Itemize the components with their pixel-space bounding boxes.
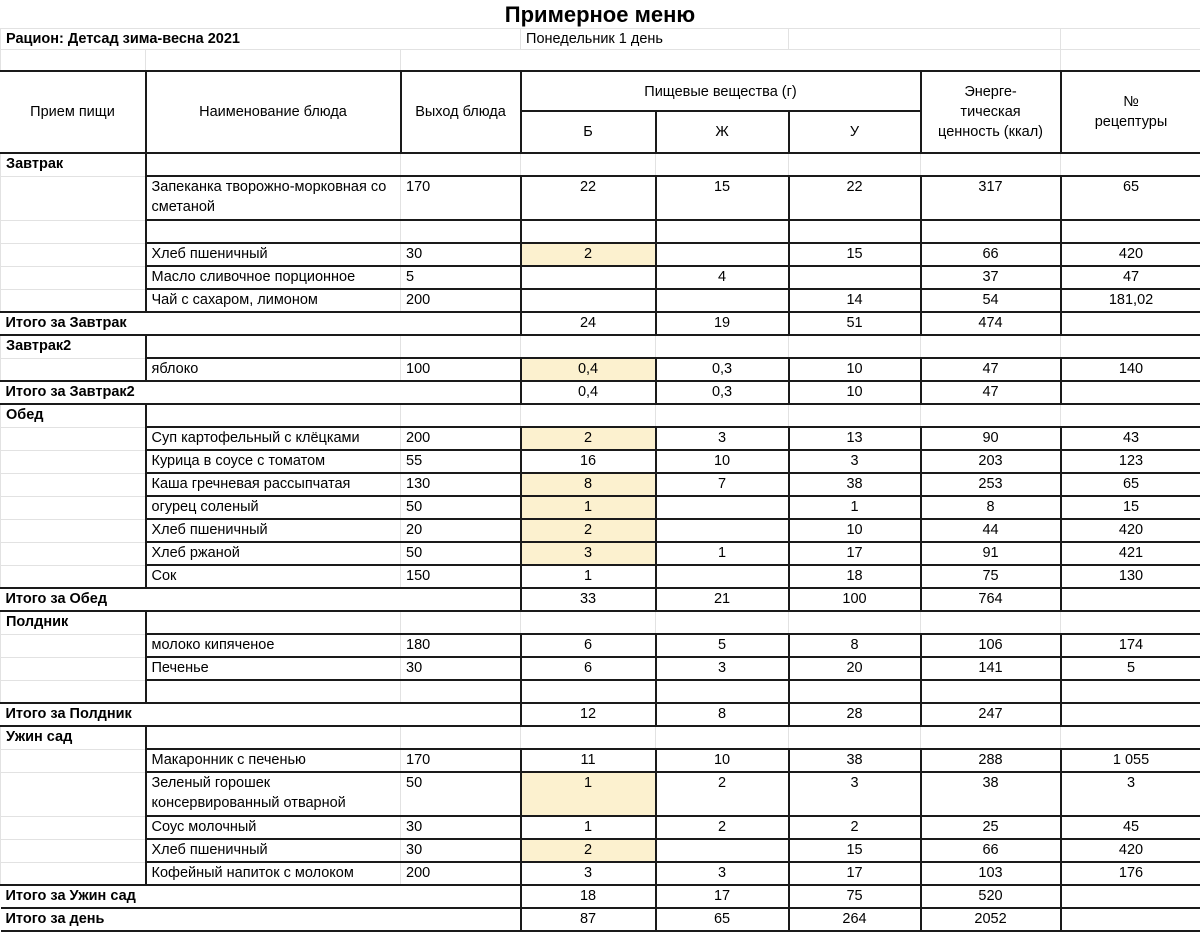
meal-header-blank	[789, 726, 921, 749]
meal-spacer	[1, 427, 146, 450]
dish-name: Курица в соусе с томатом	[146, 450, 401, 473]
recipe-value: 65	[1061, 176, 1200, 220]
dish-name: молоко кипяченое	[146, 634, 401, 657]
fat-value	[656, 243, 789, 266]
dish-yield	[401, 680, 521, 703]
dish-name: Хлеб пшеничный	[146, 839, 401, 862]
meal-header-blank	[521, 611, 656, 634]
dish-name: Чай с сахаром, лимоном	[146, 289, 401, 312]
meal-total-row	[1, 703, 1200, 726]
fat-value	[656, 496, 789, 519]
dish-name	[146, 680, 401, 703]
dish-name: Суп картофельный с клёцками	[146, 427, 401, 450]
total-protein: 24	[521, 312, 656, 335]
energy-value: 8	[921, 496, 1061, 519]
total-protein: 33	[521, 588, 656, 611]
meal-spacer	[1, 542, 146, 565]
dish-name: Зеленый горошек консервированный отварной	[146, 772, 401, 816]
fat-value	[656, 289, 789, 312]
meal-header-blank	[401, 153, 521, 176]
meal-spacer	[1, 657, 146, 680]
meal-header-blank	[1061, 404, 1200, 427]
total-recipe	[1061, 312, 1200, 335]
dish-name: яблоко	[146, 358, 401, 381]
energy-value: 141	[921, 657, 1061, 680]
fat-value	[656, 839, 789, 862]
fat-value	[656, 565, 789, 588]
header-nutrients: Пищевые вещества (г)	[521, 71, 921, 111]
table-row	[1, 634, 1200, 657]
recipe-value: 181,02	[1061, 289, 1200, 312]
meal-spacer	[1, 266, 146, 289]
carbs-value: 17	[789, 862, 921, 885]
protein-value	[521, 266, 656, 289]
meal-header-blank	[921, 404, 1061, 427]
table-row	[1, 862, 1200, 885]
carbs-value: 38	[789, 749, 921, 772]
protein-value: 0,4	[521, 358, 656, 381]
meal-spacer	[1, 176, 146, 220]
recipe-value: 43	[1061, 427, 1200, 450]
day-total-protein: 87	[521, 908, 656, 931]
meal-spacer	[1, 450, 146, 473]
total-recipe	[1061, 703, 1200, 726]
dish-yield: 30	[401, 816, 521, 839]
blank-row	[1, 50, 1200, 72]
total-recipe	[1061, 588, 1200, 611]
meal-spacer	[1, 519, 146, 542]
table-row	[1, 565, 1200, 588]
total-fat: 21	[656, 588, 789, 611]
table-row	[1, 680, 1200, 703]
header-recipe-l1: №	[1123, 94, 1139, 110]
energy-value: 54	[921, 289, 1061, 312]
recipe-value: 421	[1061, 542, 1200, 565]
meal-spacer	[1, 496, 146, 519]
meal-spacer	[1, 634, 146, 657]
carbs-value: 20	[789, 657, 921, 680]
carbs-value: 2	[789, 816, 921, 839]
dish-yield: 50	[401, 542, 521, 565]
carbs-value: 10	[789, 519, 921, 542]
protein-value: 3	[521, 542, 656, 565]
meal-spacer	[1, 862, 146, 885]
total-fat: 0,3	[656, 381, 789, 404]
dish-yield: 30	[401, 657, 521, 680]
total-protein: 0,4	[521, 381, 656, 404]
recipe-value: 174	[1061, 634, 1200, 657]
total-carbs: 51	[789, 312, 921, 335]
meal-header-blank	[1061, 335, 1200, 358]
recipe-value	[1061, 220, 1200, 243]
dish-name: Кофейный напиток с молоком	[146, 862, 401, 885]
header-recipe	[1061, 71, 1200, 153]
meal-total-row	[1, 381, 1200, 404]
dish-yield: 55	[401, 450, 521, 473]
meal-spacer	[1, 565, 146, 588]
protein-value: 1	[521, 772, 656, 816]
fat-value: 1	[656, 542, 789, 565]
protein-value	[521, 220, 656, 243]
dish-name: Хлеб ржаной	[146, 542, 401, 565]
meal-header-blank	[146, 335, 401, 358]
carbs-value: 38	[789, 473, 921, 496]
table-row	[1, 450, 1200, 473]
dish-name: огурец соленый	[146, 496, 401, 519]
recipe-value: 47	[1061, 266, 1200, 289]
meal-spacer	[1, 243, 146, 266]
fat-value: 0,3	[656, 358, 789, 381]
table-row	[1, 657, 1200, 680]
page-title: Примерное меню	[504, 2, 696, 27]
carbs-value: 1	[789, 496, 921, 519]
energy-value: 75	[921, 565, 1061, 588]
carbs-value: 3	[789, 450, 921, 473]
energy-value: 106	[921, 634, 1061, 657]
dish-yield: 5	[401, 266, 521, 289]
meal-header-blank	[789, 335, 921, 358]
recipe-value: 45	[1061, 816, 1200, 839]
carbs-value: 3	[789, 772, 921, 816]
total-label: Итого за Полдник	[1, 703, 521, 726]
fat-value: 7	[656, 473, 789, 496]
carbs-value: 15	[789, 243, 921, 266]
table-row	[1, 289, 1200, 312]
meal-header-blank	[401, 726, 521, 749]
dish-name: Сок	[146, 565, 401, 588]
energy-value: 288	[921, 749, 1061, 772]
ration-label: Рацион: Детсад зима-весна 2021	[1, 29, 521, 50]
carbs-value: 22	[789, 176, 921, 220]
table-row	[1, 839, 1200, 862]
dish-name: Хлеб пшеничный	[146, 243, 401, 266]
meal-header-blank	[401, 404, 521, 427]
recipe-value: 5	[1061, 657, 1200, 680]
protein-value: 1	[521, 565, 656, 588]
meal-name: Обед	[1, 404, 146, 427]
recipe-value: 65	[1061, 473, 1200, 496]
total-label: Итого за Ужин сад	[1, 885, 521, 908]
total-fat: 8	[656, 703, 789, 726]
total-energy: 474	[921, 312, 1061, 335]
protein-value: 6	[521, 657, 656, 680]
meal-spacer	[1, 816, 146, 839]
day-total-fat: 65	[656, 908, 789, 931]
dish-yield: 30	[401, 839, 521, 862]
meal-spacer	[1, 220, 146, 243]
meal-spacer	[1, 839, 146, 862]
carbs-value: 17	[789, 542, 921, 565]
energy-value	[921, 680, 1061, 703]
carbs-value	[789, 680, 921, 703]
meal-spacer	[1, 749, 146, 772]
total-energy: 47	[921, 381, 1061, 404]
meal-header-row	[1, 404, 1200, 427]
energy-value: 37	[921, 266, 1061, 289]
header-protein: Б	[521, 111, 656, 153]
meal-header-row	[1, 335, 1200, 358]
energy-value: 317	[921, 176, 1061, 220]
fat-value: 3	[656, 657, 789, 680]
meal-header-blank	[789, 153, 921, 176]
energy-value: 253	[921, 473, 1061, 496]
table-row	[1, 266, 1200, 289]
dish-yield: 20	[401, 519, 521, 542]
meal-header-blank	[521, 153, 656, 176]
day-total-carbs: 264	[789, 908, 921, 931]
meal-name: Полдник	[1, 611, 146, 634]
protein-value: 1	[521, 816, 656, 839]
meal-header-blank	[789, 404, 921, 427]
carbs-value: 14	[789, 289, 921, 312]
meal-header-blank	[921, 335, 1061, 358]
recipe-value: 130	[1061, 565, 1200, 588]
fat-value	[656, 220, 789, 243]
dish-yield: 200	[401, 427, 521, 450]
dish-yield: 170	[401, 749, 521, 772]
table-row	[1, 519, 1200, 542]
dish-name: Запеканка творожно-морковная со сметаной	[146, 176, 401, 220]
meal-total-row	[1, 885, 1200, 908]
protein-value: 2	[521, 243, 656, 266]
day-total-label: Итого за день	[1, 908, 521, 931]
meal-name: Ужин сад	[1, 726, 146, 749]
header-fat: Ж	[656, 111, 789, 153]
fat-value: 10	[656, 749, 789, 772]
header-row-1	[1, 71, 1200, 111]
protein-value: 22	[521, 176, 656, 220]
table-row	[1, 427, 1200, 450]
meal-header-blank	[146, 404, 401, 427]
protein-value: 2	[521, 839, 656, 862]
meal-spacer	[1, 358, 146, 381]
meal-header-blank	[656, 335, 789, 358]
dish-name	[146, 220, 401, 243]
fat-value	[656, 519, 789, 542]
energy-value: 103	[921, 862, 1061, 885]
dish-yield: 200	[401, 289, 521, 312]
meal-header-blank	[521, 335, 656, 358]
carbs-value: 10	[789, 358, 921, 381]
meal-header-blank	[656, 153, 789, 176]
table-row	[1, 243, 1200, 266]
day-total-row	[1, 908, 1200, 931]
table-row	[1, 358, 1200, 381]
dish-name: Каша гречневая рассыпчатая	[146, 473, 401, 496]
total-energy: 520	[921, 885, 1061, 908]
dish-yield: 180	[401, 634, 521, 657]
recipe-value: 176	[1061, 862, 1200, 885]
header-meal: Прием пищи	[1, 71, 146, 153]
fat-value	[656, 680, 789, 703]
dish-yield: 100	[401, 358, 521, 381]
recipe-value	[1061, 680, 1200, 703]
dish-yield: 30	[401, 243, 521, 266]
protein-value: 6	[521, 634, 656, 657]
carbs-value: 8	[789, 634, 921, 657]
meal-header-blank	[1061, 726, 1200, 749]
total-carbs: 28	[789, 703, 921, 726]
table-row	[1, 496, 1200, 519]
meal-header-blank	[1061, 153, 1200, 176]
energy-value: 25	[921, 816, 1061, 839]
recipe-value: 140	[1061, 358, 1200, 381]
carbs-value	[789, 220, 921, 243]
dish-name: Хлеб пшеничный	[146, 519, 401, 542]
recipe-value: 420	[1061, 839, 1200, 862]
dish-yield	[401, 220, 521, 243]
meal-header-blank	[656, 611, 789, 634]
fat-value: 5	[656, 634, 789, 657]
header-yield: Выход блюда	[401, 71, 521, 153]
fat-value: 10	[656, 450, 789, 473]
protein-value: 3	[521, 862, 656, 885]
total-carbs: 10	[789, 381, 921, 404]
recipe-value: 420	[1061, 519, 1200, 542]
header-dish: Наименование блюда	[146, 71, 401, 153]
total-carbs: 75	[789, 885, 921, 908]
energy-value: 90	[921, 427, 1061, 450]
meal-spacer	[1, 473, 146, 496]
carbs-value: 15	[789, 839, 921, 862]
total-recipe	[1061, 381, 1200, 404]
day-total-recipe	[1061, 908, 1200, 931]
dish-yield: 130	[401, 473, 521, 496]
fat-value: 4	[656, 266, 789, 289]
fat-value: 15	[656, 176, 789, 220]
energy-value: 47	[921, 358, 1061, 381]
meal-header-blank	[146, 611, 401, 634]
table-row	[1, 176, 1200, 220]
meal-header-row	[1, 153, 1200, 176]
meal-header-blank	[1061, 611, 1200, 634]
meal-spacer	[1, 772, 146, 816]
table-row	[1, 473, 1200, 496]
dish-yield: 50	[401, 496, 521, 519]
dish-yield: 200	[401, 862, 521, 885]
total-fat: 19	[656, 312, 789, 335]
meal-header-blank	[656, 404, 789, 427]
info-row	[1, 29, 1200, 50]
total-energy: 764	[921, 588, 1061, 611]
dish-yield: 170	[401, 176, 521, 220]
total-carbs: 100	[789, 588, 921, 611]
meal-header-blank	[401, 611, 521, 634]
header-recipe-l2: рецептуры	[1094, 114, 1168, 130]
total-label: Итого за Завтрак	[1, 312, 521, 335]
meal-header-blank	[521, 404, 656, 427]
menu-table	[0, 28, 1200, 932]
dish-name: Масло сливочное порционное	[146, 266, 401, 289]
table-row	[1, 816, 1200, 839]
meal-header-blank	[789, 611, 921, 634]
total-label: Итого за Завтрак2	[1, 381, 521, 404]
recipe-value: 123	[1061, 450, 1200, 473]
meal-header-blank	[521, 726, 656, 749]
meal-header-row	[1, 611, 1200, 634]
recipe-value: 420	[1061, 243, 1200, 266]
day-label: Понедельник 1 день	[521, 29, 789, 50]
fat-value: 2	[656, 816, 789, 839]
carbs-value: 13	[789, 427, 921, 450]
recipe-value: 3	[1061, 772, 1200, 816]
meal-header-row	[1, 726, 1200, 749]
protein-value: 11	[521, 749, 656, 772]
meal-name: Завтрак2	[1, 335, 146, 358]
energy-value: 66	[921, 243, 1061, 266]
recipe-value: 15	[1061, 496, 1200, 519]
fat-value: 2	[656, 772, 789, 816]
carbs-value	[789, 266, 921, 289]
dish-name: Макаронник с печенью	[146, 749, 401, 772]
table-row	[1, 749, 1200, 772]
energy-value: 91	[921, 542, 1061, 565]
table-row	[1, 772, 1200, 816]
meal-header-blank	[146, 153, 401, 176]
header-energy-l1: Энерге-	[964, 84, 1017, 100]
protein-value: 8	[521, 473, 656, 496]
meal-header-blank	[921, 153, 1061, 176]
fat-value: 3	[656, 862, 789, 885]
meal-header-blank	[401, 335, 521, 358]
energy-value: 66	[921, 839, 1061, 862]
meal-header-blank	[146, 726, 401, 749]
total-protein: 12	[521, 703, 656, 726]
table-row	[1, 220, 1200, 243]
total-label: Итого за Обед	[1, 588, 521, 611]
protein-value	[521, 289, 656, 312]
table-row	[1, 542, 1200, 565]
protein-value	[521, 680, 656, 703]
protein-value: 2	[521, 427, 656, 450]
meal-total-row	[1, 588, 1200, 611]
fat-value: 3	[656, 427, 789, 450]
energy-value: 38	[921, 772, 1061, 816]
dish-name: Соус молочный	[146, 816, 401, 839]
meal-spacer	[1, 680, 146, 703]
dish-yield: 50	[401, 772, 521, 816]
meal-total-row	[1, 312, 1200, 335]
header-carbs: У	[789, 111, 921, 153]
meal-name: Завтрак	[1, 153, 146, 176]
protein-value: 16	[521, 450, 656, 473]
carbs-value: 18	[789, 565, 921, 588]
day-total-energy: 2052	[921, 908, 1061, 931]
dish-name: Печенье	[146, 657, 401, 680]
total-energy: 247	[921, 703, 1061, 726]
meal-header-blank	[921, 611, 1061, 634]
protein-value: 1	[521, 496, 656, 519]
recipe-value: 1 055	[1061, 749, 1200, 772]
meal-spacer	[1, 289, 146, 312]
total-protein: 18	[521, 885, 656, 908]
header-energy	[921, 71, 1061, 153]
dish-yield: 150	[401, 565, 521, 588]
meal-header-blank	[656, 726, 789, 749]
total-recipe	[1061, 885, 1200, 908]
header-energy-l3: ценность (ккал)	[938, 124, 1043, 140]
energy-value	[921, 220, 1061, 243]
header-energy-l2: тическая	[960, 104, 1021, 120]
total-fat: 17	[656, 885, 789, 908]
energy-value: 203	[921, 450, 1061, 473]
protein-value: 2	[521, 519, 656, 542]
meal-header-blank	[921, 726, 1061, 749]
energy-value: 44	[921, 519, 1061, 542]
